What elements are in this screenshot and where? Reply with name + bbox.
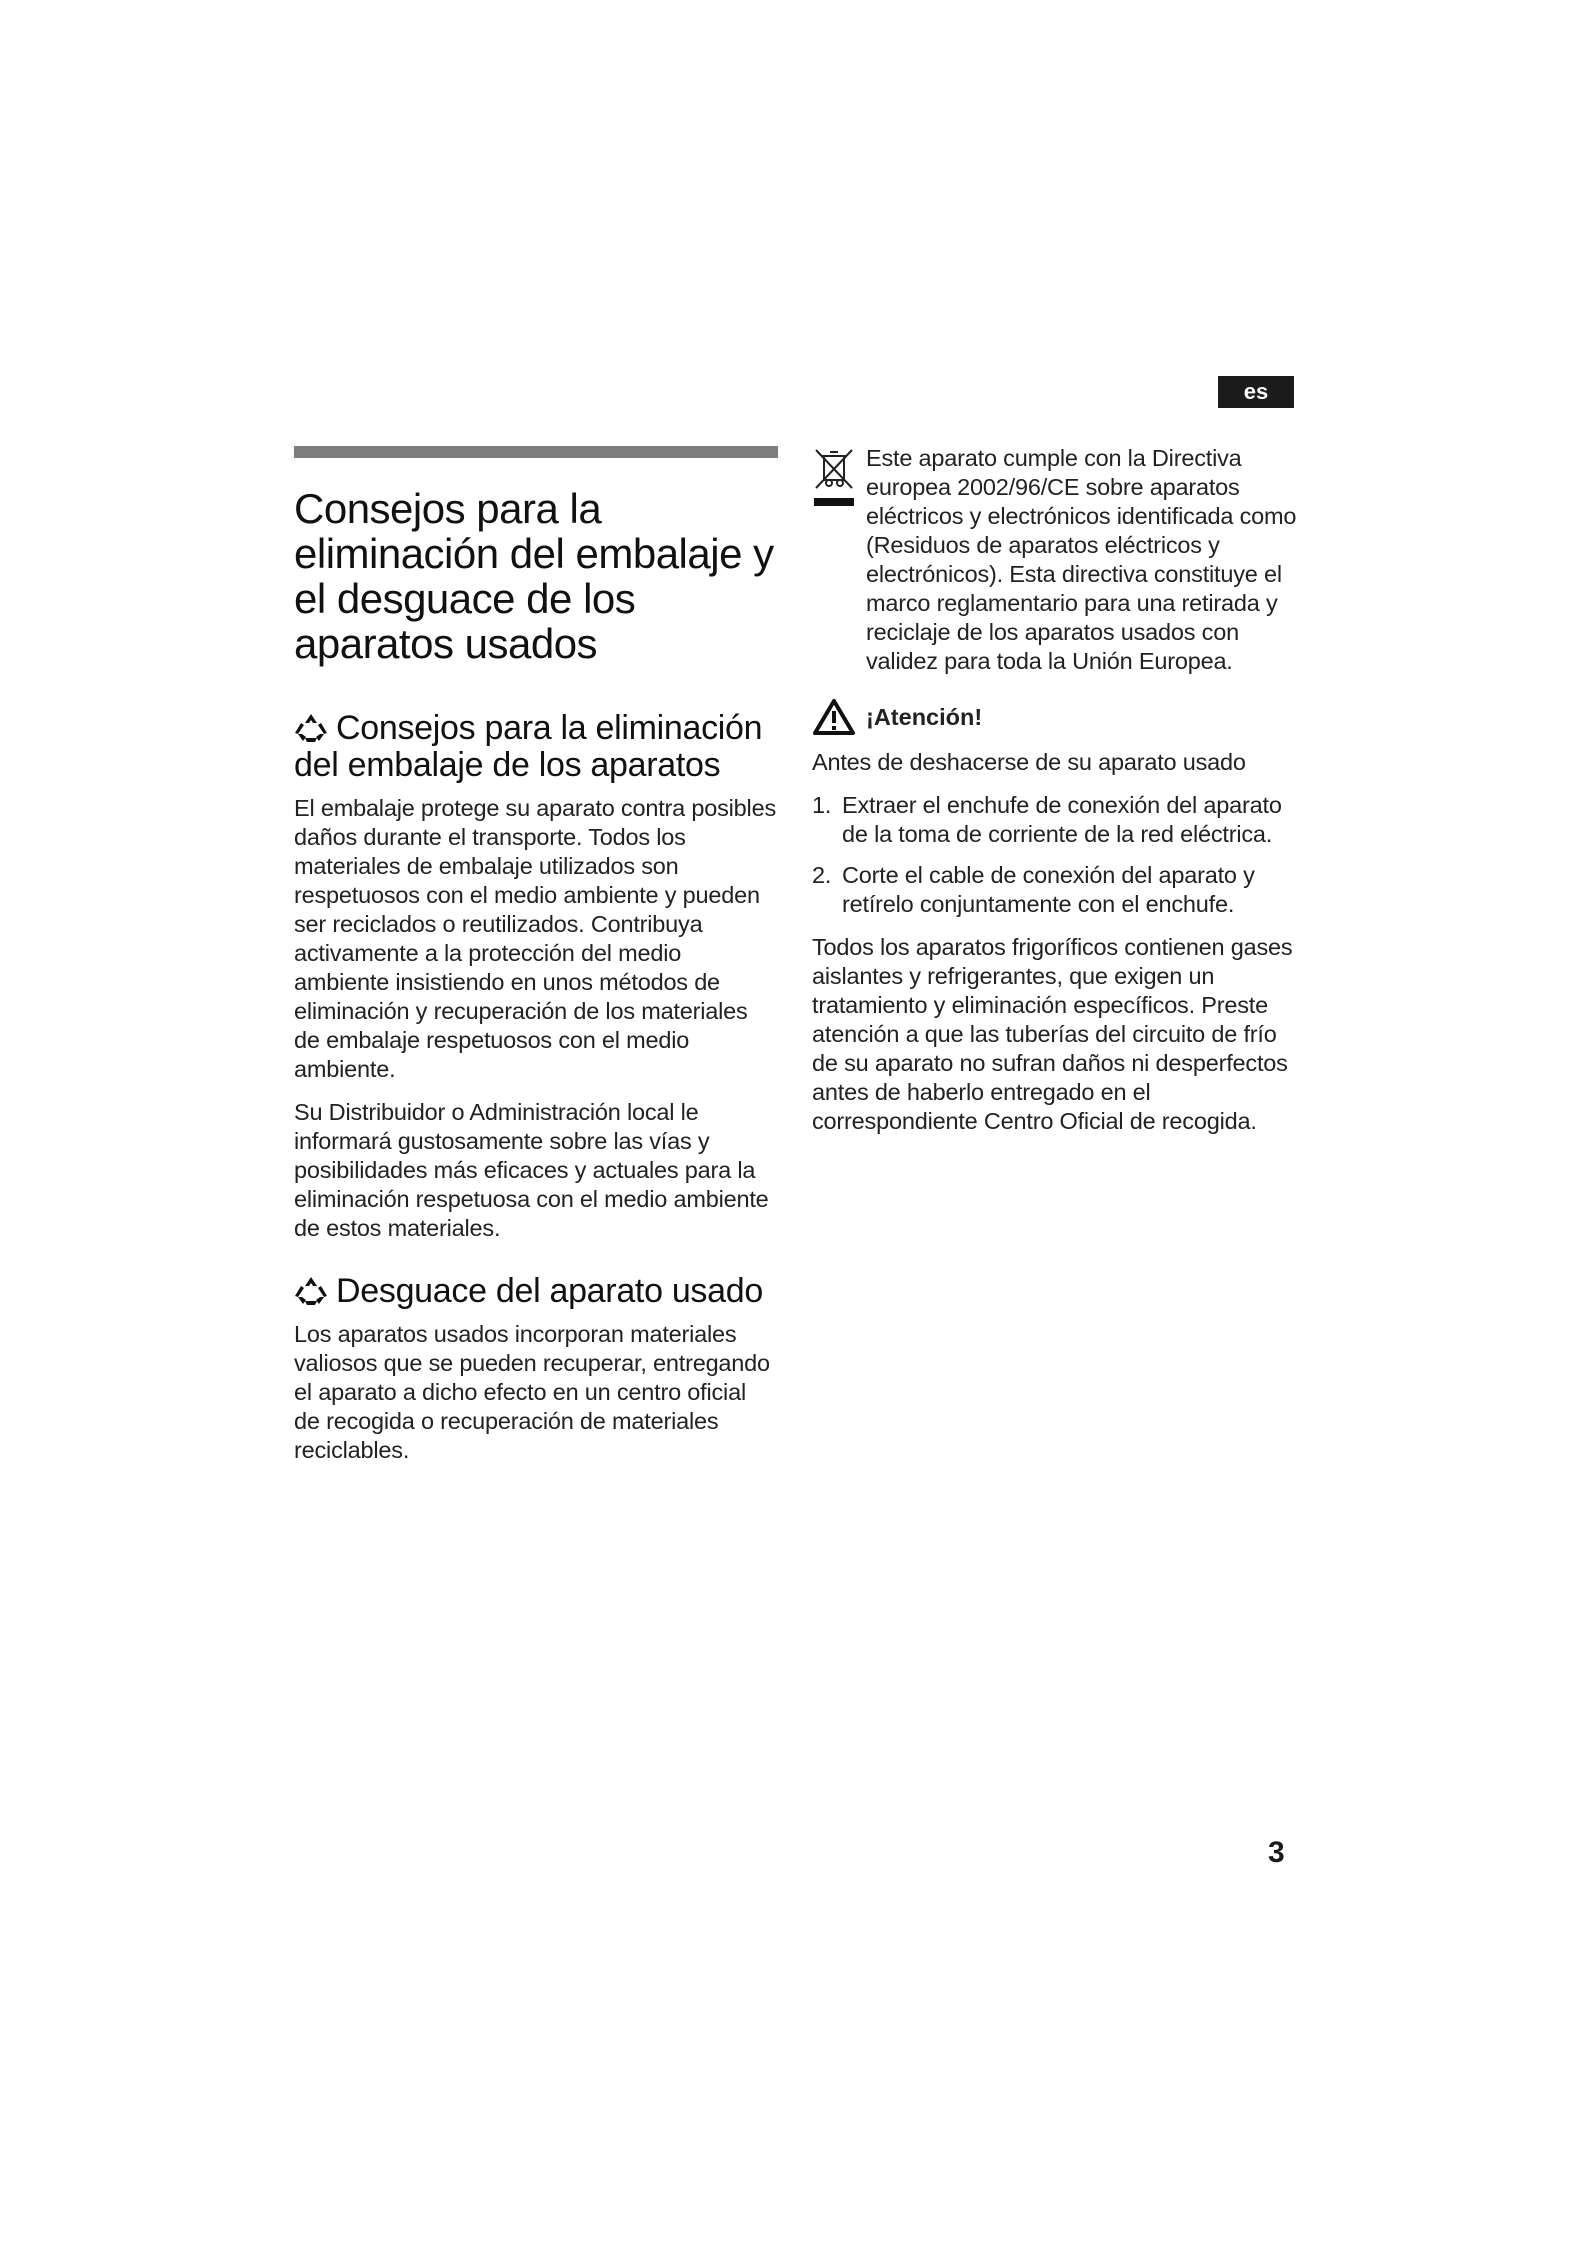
warning-label: ¡Atención!	[866, 703, 983, 730]
section-heading-packaging	[294, 710, 778, 784]
paragraph: Los aparatos usados incorporan materiales valiosos que se pueden recuperar, entregando el aparato a dicho efecto en un centro oficial de recogida o recuperación de materiales reciclables.	[294, 1321, 770, 1463]
warning-header	[812, 698, 1306, 736]
list-item-text: Corte el cable de conexión del aparato y retírelo conjuntamente con el enchufe.	[842, 862, 1255, 917]
right-column	[812, 444, 1306, 1150]
crossed-out-bin-icon	[812, 446, 858, 526]
closing-paragraph: Todos los aparatos frigoríficos contienen gases aislantes y refrigerantes, que exigen un tratamiento y eliminación específicos. Preste atención a que las tuberías del circuito de frío de su aparato no sufran daños ni desperfectos antes de haberlo entregado en el correspondiente Centro Oficial de recogida.	[812, 934, 1293, 1134]
list-item	[812, 791, 1306, 849]
recycle-icon	[294, 712, 328, 742]
language-badge: es	[1218, 376, 1294, 408]
paragraph: Su Distribuidor o Administración local le informará gustosamente sobre las vías y posibilidades más eficaces y actuales para la eliminación respetuosa con el medio ambiente de estos materiales.	[294, 1099, 769, 1241]
left-column	[294, 446, 778, 1479]
warning-triangle-icon	[812, 698, 856, 736]
list-item	[812, 861, 1306, 919]
list-item-number: 1.	[812, 792, 832, 818]
paragraph: El embalaje protege su aparato contra posibles daños durante el transporte. Todos los materiales de embalaje utilizados son respetuosos con el medio ambiente y pueden ser reciclados o reutilizados. Contribuya activamente a la protección del medio ambiente insistiendo en unos métodos de eliminación y recuperación de los materiales de embalaje respetuosos con el medio ambiente.	[294, 795, 776, 1082]
section-heading-disposal-text: Desguace del aparato usado	[336, 1272, 763, 1310]
recycle-icon	[294, 1275, 328, 1305]
section-heading-packaging-text: Consejos para la eliminación del embalaje de los aparatos	[294, 709, 763, 784]
page-number: 3	[1268, 1836, 1285, 1869]
page-title: Consejos para la eliminación del embalaje y el desguace de los aparatos usados	[294, 485, 774, 667]
weee-notice	[812, 444, 1306, 676]
section-heading-disposal	[294, 1273, 778, 1310]
list-item-number: 2.	[812, 862, 832, 888]
title-rule	[294, 446, 778, 458]
warning-intro: Antes de deshacerse de su aparato usado	[812, 749, 1246, 775]
weee-text: Este aparato cumple con la Directiva europea 2002/96/CE sobre aparatos eléctricos y electrónicos identificada como (Residuos de aparatos eléctricos y electrónicos). Esta directiva constituye el marco reglamentario para una retirada y reciclaje de los aparatos usados con validez para toda la Unión Europea.	[866, 445, 1297, 674]
steps-list	[812, 791, 1306, 919]
list-item-text: Extraer el enchufe de conexión del aparato de la toma de corriente de la red eléctrica.	[842, 792, 1282, 847]
